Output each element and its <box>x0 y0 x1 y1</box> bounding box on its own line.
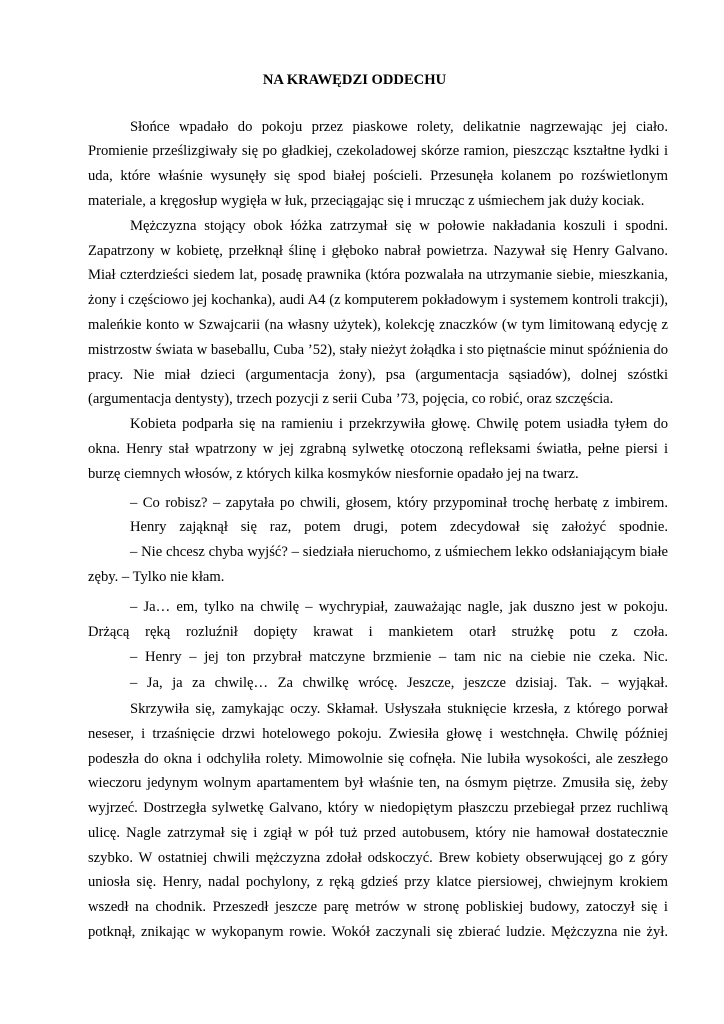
paragraph: Kobieta podparła się na ramieniu i przekrzywiła głowę. Chwilę potem usiadła tyłem do okna. Henry stał wpatrzony w jej zgrabną sylwetkę otoczoną refleksami światła, pełne piersi i burzę ciemnych włosów, z których kilka kosmyków niesfornie opadało jej na twarz. <box>88 416 668 482</box>
dialogue-paragraph: – Henry – jej ton przybrał matczyne brzmienie – tam nic na ciebie nie czeka. Nic. <box>130 649 668 666</box>
paragraph: Słońce wpadało do pokoju przez piaskowe rolety, delikatnie nagrzewając jej ciało. Promienie prześlizgiwały się po gładkiej, czekoladowej skórze ramion, pieszcząc kształtne łydki i uda, które właśnie wysunęły się spod białej pościeli. Przesunęła kolanem po rozświetlonym materiale, a kręgosłup wygięła w łuk, przeciągając się i mrucząc z uśmiechem jak duży kociak. <box>88 118 668 209</box>
document-title: NA KRAWĘDZI ODDECHU <box>262 71 447 88</box>
dialogue-paragraph: – Ja… em, tylko na chwilę – wychrypiał, zauważając nagle, jak duszno jest w pokoju. Drżącą ręką rozluźnił dopięty krawat i mankietem otarł strużkę potu z czoła. <box>88 598 668 640</box>
dialogue-paragraph: – Nie chcesz chyba wyjść? – siedziała nieruchomo, z uśmiechem lekko odsłaniającym białe zęby. – Tylko nie kłam. <box>88 544 668 585</box>
dialogue-paragraph: – Co robisz? – zapytała po chwili, głosem, który przypominał trochę herbatę z imbirem. <box>130 494 668 511</box>
paragraph: Skrzywiła się, zamykając oczy. Skłamał. Usłyszała stuknięcie krzesła, z którego porwał neseser, i trzaśnięcie drzwi hotelowego pokoju. Zwiesiła głowę i westchnęła. Chwilę później podeszła do okna i odchyliła rolety. Mimowolnie się cofnęła. Nie lubiła wysokości, ale zeszłego wieczoru jedynym wolnym apartamentem był właśnie ten, na ósmym piętrze. Zmusiła się, żeby wyjrzeć. Dostrzegła sylwetkę Galvano, który w niedopiętym płaszczu przebiegał przez ruchliwą ulicę. Nagle zatrzymał się i zgiął w pół tuż przed autobusem, który nie hamował dostatecznie szybko. W ostatniej chwili mężczyzna zdołał odskoczyć. Brew kobiety obserwującej go z góry uniosła się. Henry, nadal pochylony, z ręką gdzieś przy klatce piersiowej, chwiejnym krokiem wszedł na chodnik. Przeszedł jeszcze parę metrów w stronę pobliskiej budowy, zatoczył się i potknął, znikając w wykopanym rowie. Wokół zaczynali się zbierać ludzie. Mężczyzna nie żył. <box>88 700 668 941</box>
document-body <box>88 68 668 945</box>
paragraph: Henry zająknął się raz, potem drugi, potem zdecydował się założyć spodnie. <box>130 519 668 536</box>
paragraph: Mężczyzna stojący obok łóżka zatrzymał się w połowie nakładania koszuli i spodni. Zapatrzony w kobietę, przełknął ślinę i głęboko nabrał powietrza. Nazywał się Henry Galvano. Miał czterdzieści siedem lat, posadę prawnika (która pozwalała na utrzymanie siebie, mieszkania, żony i częściowo jej kochanka), audi A4 (z komputerem pokładowym i systemem kontroli trakcji), maleńkie konto w Szwajcarii (na własny użytek), kolekcję znaczków (w tym limitowaną edycję z mistrzostw świata w baseballu, Cuba ’52), stały nieżyt żołądka i sto piętnaście minut spóźnienia do pracy. Nie miał dzieci (argumentacja żony), psa (argumentacja sąsiadów), dolnej szóstki (argumentacja dentysty), trzech pozycji z serii Cuba ’73, pojęcia, co robić, oraz szczęścia. <box>88 217 668 408</box>
dialogue-paragraph: – Ja, ja za chwilę… Za chwilkę wrócę. Jeszcze, jeszcze dzisiaj. Tak. – wyjąkał. <box>130 675 668 692</box>
